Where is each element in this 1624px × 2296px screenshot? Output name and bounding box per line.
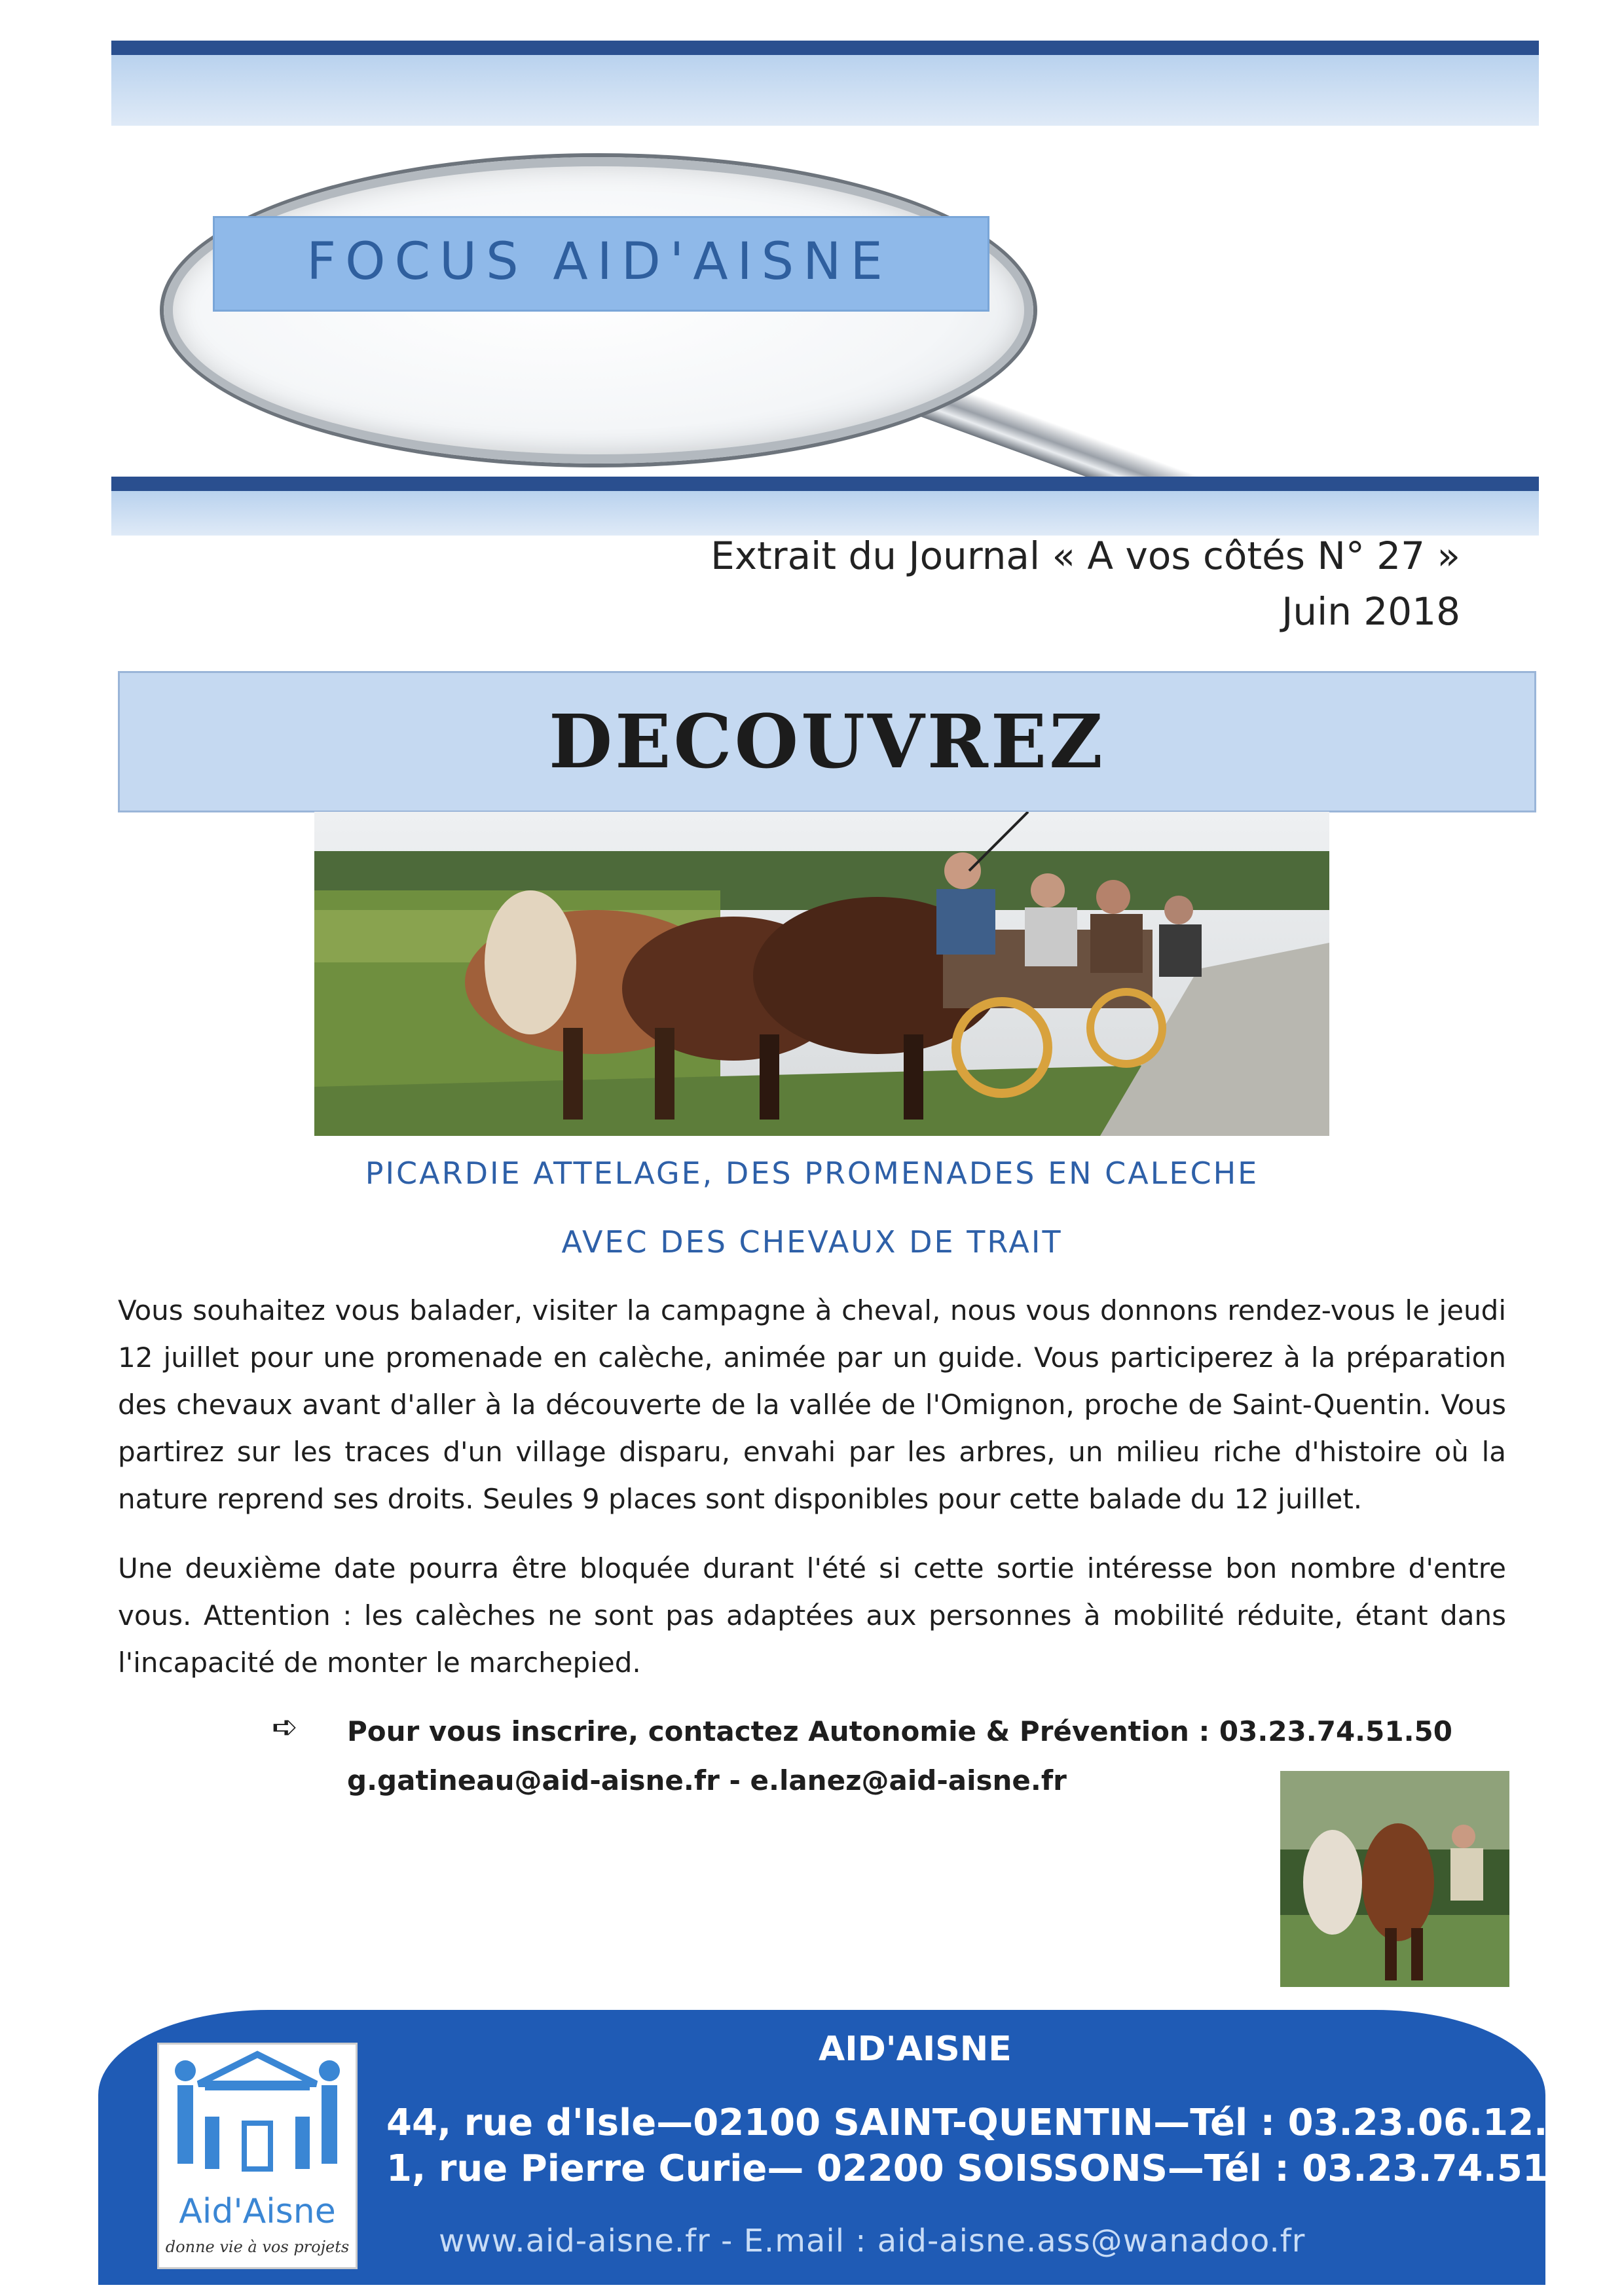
contact-emails[interactable]: g.gatineau@aid-aisne.fr - e.lanez@aid-aisne.fr <box>347 1764 1067 1796</box>
footer-address-saint-quentin: 44, rue d'Isle—02100 SAINT-QUENTIN—Tél : 03.23.06.12.64 <box>386 2102 1599 2144</box>
header-divider-band <box>111 477 1539 536</box>
arrow-icon: ➪ <box>272 1709 299 1745</box>
article-subtitle-line2: AVEC DES CHEVAUX DE TRAIT <box>561 1224 1063 1260</box>
top-header-band <box>111 41 1539 126</box>
horse-carriage-illustration <box>314 812 1329 1136</box>
article-paragraph-2: Une deuxième date pourra être bloquée durant l'été si cette sortie intéresse bon nombre d'entre vous. Attention : les calèches ne sont pas adaptées aux personnes à mobilité réduite, étant dans l'incapacité de monter le marchepied. <box>118 1552 1506 1679</box>
article-subtitle-line1: PICARDIE ATTELAGE, DES PROMENADES EN CALECHE <box>365 1156 1259 1191</box>
footer-web-email[interactable]: www.aid-aisne.fr - E.mail : aid-aisne.ass@wanadoo.fr <box>439 2223 1306 2259</box>
logo-tagline: donne vie à vos projets <box>165 2238 350 2256</box>
house-people-icon <box>159 2045 356 2195</box>
article-title-box <box>118 671 1536 812</box>
aid-aisne-logo <box>157 2043 358 2269</box>
article-paragraph-1: Vous souhaitez vous balader, visiter la campagne à cheval, nous vous donnons rendez-vous le jeudi 12 juillet pour une promenade en calèche, animée par un guide. Vous participerez à la préparation des chevaux avant d'aller à la découverte de la vallée de l'Omignon, proche de Saint-Quentin. Vous partirez sur les traces d'un village disparu, envahi par les arbres, un milieu riche d'histoire où la nature reprend ses droits. Seules 9 places sont disponibles pour cette balade du 12 juillet. <box>118 1294 1506 1515</box>
logo-name: Aid'Aisne <box>179 2192 336 2231</box>
horse-carriage-photo <box>314 812 1329 1136</box>
footer-address-soissons: 1, rue Pierre Curie— 02200 SOISSONS—Tél : 03.23.74.51.50 <box>386 2147 1613 2190</box>
journal-extract: Extrait du Journal « A vos côtés N° 27 » <box>710 534 1460 578</box>
small-horse-illustration <box>1280 1771 1509 1987</box>
journal-date: Juin 2018 <box>1282 589 1460 634</box>
focus-label: FOCUS AID'AISNE <box>306 232 892 291</box>
article-title: DECOUVREZ <box>549 699 1105 785</box>
small-horse-photo <box>1280 1771 1509 1987</box>
contact-signup-line: Pour vous inscrire, contactez Autonomie & Prévention : 03.23.74.51.50 <box>347 1715 1452 1747</box>
footer-org-name: AID'AISNE <box>819 2030 1012 2069</box>
